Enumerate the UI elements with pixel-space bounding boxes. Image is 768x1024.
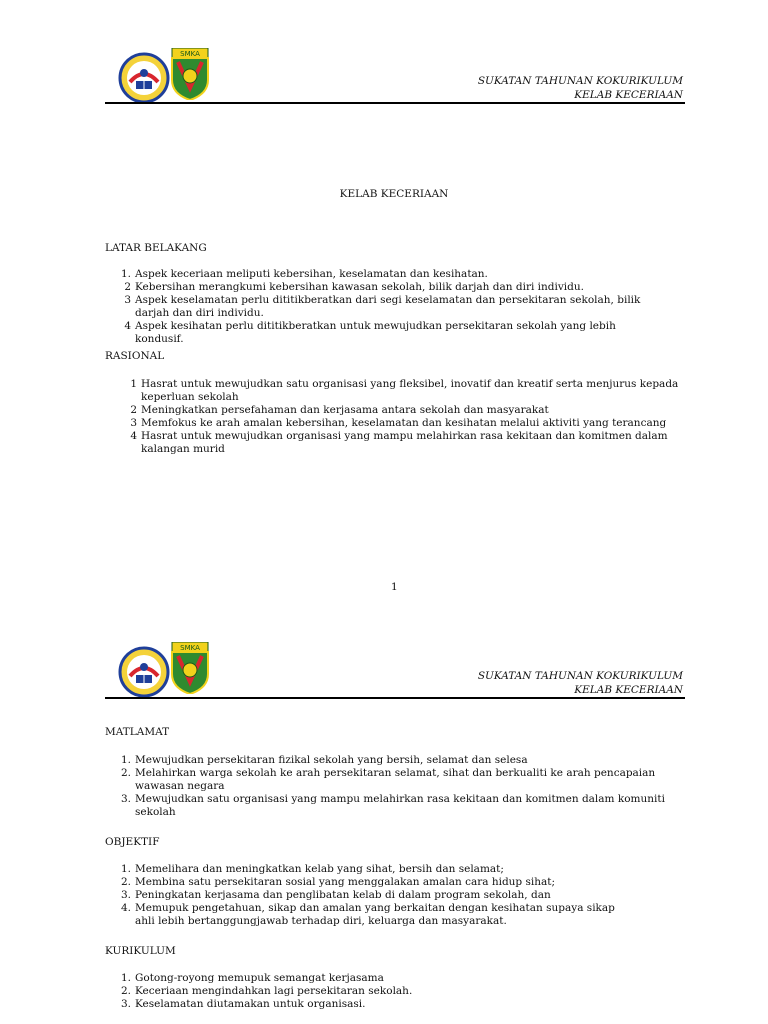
list-item (117, 767, 677, 793)
list-item (117, 268, 662, 281)
list-item (117, 863, 637, 876)
list-item-number: 1 (130, 378, 137, 390)
list-item-number: 4. (120, 902, 131, 914)
list-item-text: Membina satu persekitaran sosial yang menggalakan amalan cara hidup sihat; (135, 876, 556, 888)
list-item-number: 2. (120, 876, 131, 888)
objektif-heading: OBJEKTIF (105, 836, 160, 848)
list-item-text: Gotong-royong memupuk semangat kerjasama (135, 972, 384, 984)
list-item (117, 754, 677, 767)
list-item (117, 320, 662, 346)
latar-belakang-heading: LATAR BELAKANG (105, 242, 207, 254)
list-item-text: Keceriaan mengindahkan lagi persekitaran sekolah. (135, 985, 413, 997)
list-item-text: Aspek keceriaan meliputi kebersihan, keselamatan dan kesihatan. (135, 268, 488, 280)
header-rule (105, 697, 685, 699)
rasional-heading: RASIONAL (105, 350, 165, 362)
list-item-number: 4 (130, 430, 137, 442)
header-line-2: KELAB KECERIAAN (574, 89, 683, 101)
list-item-number: 2 (130, 404, 137, 416)
list-item-text: Keselamatan diutamakan untuk organisasi. (135, 998, 366, 1010)
list-item (117, 281, 662, 294)
list-item-text: Memupuk pengetahuan, sikap dan amalan yang berkaitan dengan kesihatan supaya sikap ahli lebih bertanggungjawab terhadap diri, keluarga dan masyarakat. (135, 902, 615, 927)
list-item-text: Meningkatkan persefahaman dan kerjasama antara sekolah dan masyarakat (141, 404, 549, 416)
list-item-number: 2. (120, 767, 131, 779)
header-line-1: SUKATAN TAHUNAN KOKURIKULUM (477, 670, 683, 682)
badge-text: SMKA (180, 50, 200, 58)
list-item-text: Hasrat untuk mewujudkan satu organisasi yang fleksibel, inovatif dan kreatif serta menjurus kepada keperluan sekolah (141, 378, 679, 403)
list-item-number: 2. (120, 985, 131, 997)
kurikulum-list (117, 972, 637, 1011)
list-item-text: Melahirkan warga sekolah ke arah persekitaran selamat, sihat dan berkualiti ke arah pencapaian wawasan negara (135, 767, 656, 792)
badge-text: SMKA (180, 644, 200, 652)
list-item-number: 3 (124, 294, 131, 306)
ministry-logo (118, 646, 170, 698)
list-item (123, 417, 683, 430)
list-item (117, 294, 662, 320)
school-badge (168, 642, 212, 694)
rasional-list (123, 378, 683, 456)
objektif-list (117, 863, 637, 928)
list-item-text: Aspek keselamatan perlu dititikberatkan dari segi keselamatan dan persekitaran sekolah, bilik darjah dan diri individu. (135, 294, 641, 319)
list-item (123, 378, 683, 404)
list-item-number: 3. (120, 998, 131, 1010)
list-item-text: Peningkatan kerjasama dan penglibatan kelab di dalam program sekolah, dan (135, 889, 551, 901)
latar-belakang-list (117, 268, 662, 346)
list-item-number: 1. (120, 754, 131, 766)
list-item-number: 1. (120, 268, 131, 280)
list-item (117, 876, 637, 889)
list-item-number: 3 (130, 417, 137, 429)
header-line-1: SUKATAN TAHUNAN KOKURIKULUM (477, 75, 683, 87)
list-item-text: Mewujudkan satu organisasi yang mampu melahirkan rasa kekitaan dan komitmen dalam komuniti sekolah (135, 793, 665, 818)
header-line-2: KELAB KECERIAAN (574, 684, 683, 696)
header-rule (105, 102, 685, 104)
list-item-text: Memelihara dan meningkatkan kelab yang sihat, bersih dan selamat; (135, 863, 504, 875)
page-number: 1 (391, 581, 398, 593)
page-2 (0, 600, 768, 1024)
list-item-number: 3. (120, 793, 131, 805)
matlamat-heading: MATLAMAT (105, 726, 170, 738)
kurikulum-heading: KURIKULUM (105, 945, 176, 957)
list-item-text: Memfokus ke arah amalan kebersihan, keselamatan dan kesihatan melalui aktiviti yang terancang (141, 417, 667, 429)
list-item-number: 1. (120, 972, 131, 984)
list-item (117, 902, 637, 928)
list-item (117, 985, 637, 998)
list-item (117, 889, 637, 902)
matlamat-list (117, 754, 677, 819)
list-item-number: 3. (120, 889, 131, 901)
list-item (123, 404, 683, 417)
list-item-text: Aspek kesihatan perlu dititikberatkan untuk mewujudkan persekitaran sekolah yang lebih kondusif. (135, 320, 616, 345)
list-item (117, 972, 637, 985)
list-item-number: 2 (124, 281, 131, 293)
list-item-number: 4 (124, 320, 131, 332)
list-item (117, 793, 677, 819)
list-item-text: Hasrat untuk mewujudkan organisasi yang mampu melahirkan rasa kekitaan dan komitmen dalam kalangan murid (141, 430, 668, 455)
page-title: KELAB KECERIAAN (339, 188, 449, 200)
list-item (117, 998, 637, 1011)
list-item (123, 430, 683, 456)
list-item-text: Kebersihan merangkumi kebersihan kawasan sekolah, bilik darjah dan diri individu. (135, 281, 584, 293)
running-header (478, 74, 683, 102)
list-item-number: 1. (120, 863, 131, 875)
running-header (478, 669, 683, 697)
ministry-logo (118, 52, 170, 104)
list-item-text: Mewujudkan persekitaran fizikal sekolah yang bersih, selamat dan selesa (135, 754, 528, 766)
school-badge (168, 48, 212, 100)
